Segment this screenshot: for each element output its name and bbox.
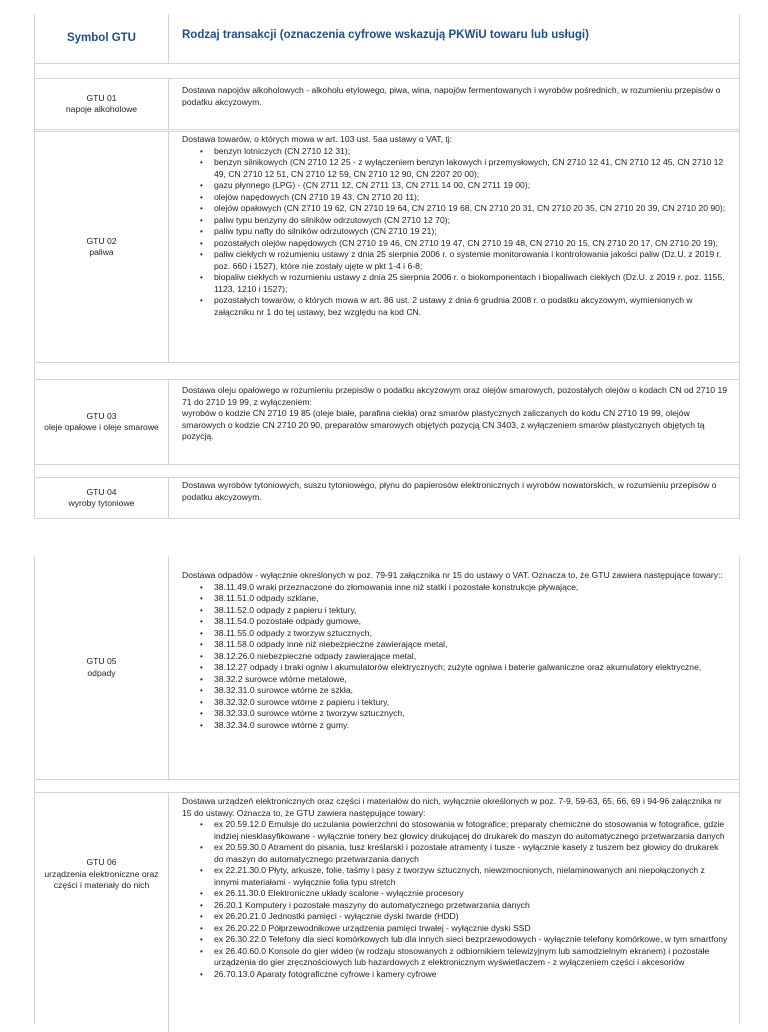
gtu-table-part-1 [34,14,740,519]
list-item: • 38.32.33.0 surowce wtórne z tworzyw sztucznych, [214,708,729,720]
gtu-description-text: Dostawa urządzeń elektronicznych oraz części i materiałów do nich, wyłącznie określonych w poz. 7-9, 59-63, 65, 66, 69 i 94-96 załącznika nr 15 do ustawy. Oznacza to, że GTU zawiera następujące towary: [182,796,722,818]
gtu-description [169,132,739,362]
table-row-gtu-03 [35,379,739,465]
list-item: • 38.12.26.0 niebezpieczne odpady zawierające metal, [214,651,729,663]
gtu-code-cell [35,556,169,779]
gtu-code-cell [35,793,169,1032]
list-item: • 38.11.58.0 odpady inne niż niebezpieczne zawierające metal, [214,639,729,651]
gtu-code: GTU 01 [86,92,117,103]
list-item: • ex 26.30.22.0 Telefony dla sieci komórkowych lub dla innych sieci bezprzewodowych - wyłącznie telefony komórkowe, w tym smartfony [214,934,729,946]
gtu-description [169,79,739,129]
gtu-description-text-2: wyrobów o kodzie CN 2710 19 85 (oleje białe, parafina ciekła) oraz smarów plastycznych zaliczanych do kodu CN 2710 19 99, olejów smarowych o kodzie CN 2710 20 90, preparatów smarowych objętych pozycją CN 3403, z wyłączeniem smarów plastycznych objętych tą pozycją. [182,408,705,441]
list-item: • 38.12.27 odpady i braki ogniw i akumulatorów elektrycznych; zużyte ogniwa i baterie galwaniczne oraz akumulatory elektryczne, [214,662,729,674]
gtu-code-cell [35,478,169,518]
list-item: • ex 20.59.30.0 Atrament do pisania, tusz kreślarski i pozostałe atramenty i tusze - wyłącznie kasety z tuszem bez głowicy do drukarek do maszyn do automatycznego przetwarzania danych [214,842,729,865]
list-item: • olejów opałowych (CN 2710 19 62, CN 2710 19 64, CN 2710 19 68, CN 2710 20 31, CN 2710 20 35, CN 2710 20 39, CN 2710 20 90); [214,203,729,215]
header-symbol-gtu: Symbol GTU [35,14,169,63]
gtu-description-text: Dostawa towarów, o których mowa w art. 103 ust. 5aa ustawy o VAT, tj: [182,134,453,144]
list-item: • ex 26.20.21.0 Jednostki pamięci - wyłącznie dyski twarde (HDD) [214,911,729,923]
gtu-code: GTU 05 [86,656,117,666]
gtu-item-list [182,146,729,319]
list-item: • 38.11.55.0 odpady z tworzyw sztucznych, [214,628,729,640]
header-transaction-type: Rodzaj transakcji (oznaczenia cyfrowe wskazują PKWiU towaru lub usługi) [182,29,589,41]
gtu-description-text: Dostawa odpadów - wyłącznie określonych w poz. 79-91 załącznika nr 15 do ustawy o VAT. Oznacza to, że GTU zawiera następujące towary:: [182,570,723,580]
gtu-code: GTU 06 [86,857,117,867]
gtu-code-cell [35,79,169,129]
list-item: • 26.70.13.0 Aparaty fotograficzne cyfrowe i kamery cyfrowe [214,969,729,981]
gtu-description [169,556,739,779]
gtu-name: wyroby tytoniowe [68,498,135,508]
list-item: • olejów napędowych (CN 2710 19 43, CN 2710 20 11); [214,192,729,204]
gtu-code: GTU 02 [86,235,117,246]
list-item: • gazu płynnego (LPG) - (CN 2711 12, CN 2711 13, CN 2711 14 00, CN 2711 19 00); [214,180,729,192]
gtu-name: napoje alkoholowe [65,104,138,114]
gtu-name: paliwa [89,247,114,257]
list-item: • 26.20.1 Komputery i pozostałe maszyny do automatycznego przetwarzania danych [214,900,729,912]
table-row-gtu-04 [35,477,739,519]
list-item: • 38.11.49.0 wraki przeznaczone do złomowania inne niż statki i pozostałe konstrukcje pływające, [214,582,729,594]
table-row-gtu-01 [35,78,739,130]
gtu-description [169,380,739,464]
list-item: • ex 26.20.22.0 Półprzewodnikowe urządzenia pamięci trwałej - wyłącznie dyski SSD [214,923,729,935]
gtu-description-text: Dostawa napojów alkoholowych - alkoholu etylowego, piwa, wina, napojów fermentowanych i wyrobów pośrednich, w rozumieniu przepisów o podatku akcyzowym. [182,85,721,107]
table-row-gtu-06 [35,792,739,1032]
gtu-name: urządzenia elektroniczne oraz części i materiały do nich [44,868,159,890]
table-row-gtu-05 [35,556,739,780]
list-item: • 38.11.54.0 pozostałe odpady gumowe, [214,616,729,628]
list-item: • 38.11.52.0 odpady z papieru i tektury, [214,605,729,617]
gtu-description-text: Dostawa wyrobów tytoniowych, suszu tytoniowego, płynu do papierosów elektronicznych i wyrobów nowatorskich, w rozumieniu przepisów o podatku akcyzowym. [182,480,717,502]
list-item: • paliw typu benzyny do silników odrzutowych (CN 2710 12 70); [214,215,729,227]
list-item: • pozostałych olejów napędowych (CN 2710 19 46, CN 2710 19 47, CN 2710 19 48, CN 2710 20 15, CN 2710 20 17, CN 2710 20 19); [214,238,729,250]
list-item: • paliw typu nafty do silników odrzutowych (CN 2710 19 21); [214,226,729,238]
list-item: • ex 26.40.60.0 Konsole do gier wideo (w rodzaju stosowanych z odbiornikiem telewizyjnym lub samodzielnym ekranem) i pozostałe urządzenia do gier zręcznościowych lub hazardowych z elektronicznym wyświetlaczem - z wyłączeniem części i akcesoriów [214,946,729,969]
table-header-row [35,14,739,64]
list-item: • benzyn silnikowych (CN 2710 12 25 - z wyłączeniem benzyn lakowych i przemysłowych, CN 2710 12 41, CN 2710 12 45, CN 2710 12 49, CN 2710 12 51, CN 2710 12 59, CN 2710 12 90, CN 2207 20 00); [214,157,729,180]
gtu-code-cell [35,132,169,362]
list-item: • 38.32.32.0 surowce wtórne z papieru i tektury, [214,697,729,709]
gtu-table-part-2 [34,556,740,1024]
list-item: • ex 22.21.30.0 Płyty, arkusze, folie, taśmy i pasy z tworzyw sztucznych, niewzmocnionych, nielaminowanych ani niepołączonych z innymi materiałami - wyłącznie folia typu stretch [214,865,729,888]
gtu-description [169,478,739,518]
gtu-code: GTU 04 [86,486,117,497]
table-row-gtu-02 [35,131,739,363]
gtu-name: oleje opałowe i oleje smarowe [44,422,159,432]
gtu-description [169,793,739,1032]
gtu-item-list [182,819,729,980]
gtu-description-text: Dostawa oleju opałowego w rozumieniu przepisów o podatku akcyzowym oraz olejów smarowych, pozostałych olejów o kodach CN od 2710 19 71 do 2710 19 99, z wyłączeniem: [182,385,728,407]
list-item: • 38.32.34.0 surowce wtórne z gumy. [214,720,729,732]
list-item: • ex 26.11.30.0 Elektroniczne układy scalone - wyłącznie procesory [214,888,729,900]
list-item: • 38.11.51.0 odpady szklane, [214,593,729,605]
gtu-item-list [182,582,729,732]
list-item: • 38.32.2 surowce wtórne metalowe, [214,674,729,686]
gtu-code: GTU 03 [86,410,117,421]
list-item: • ex 20.59.12.0 Emulsje do uczulania powierzchni do stosowania w fotografice; preparaty chemiczne do stosowania w fotografice, gdzie indziej niesklasyfikowane - wyłącznie tonery bez głowicy drukującej do drukarek do maszyn do automatycznego przetwarzania danych [214,819,729,842]
list-item: • pozostałych towarów, o których mowa w art. 86 ust. 2 ustawy z dnia 6 grudnia 2008 r. o podatku akcyzowym, wymienionych w załączniku nr 1 do tej ustawy, bez względu na kod CN. [214,295,729,318]
gtu-name: odpady [87,667,116,678]
gtu-code-cell [35,380,169,464]
list-item: • biopaliw ciekłych w rozumieniu ustawy z dnia 25 sierpnia 2006 r. o biokomponentach i biopaliwach ciekłych (Dz.U. z 2019 r. poz. 1155, 1123, 1210 i 1527); [214,272,729,295]
list-item: • 38.32.31.0 surowce wtórne ze szkła, [214,685,729,697]
list-item: • benzyn lotniczych (CN 2710 12 31); [214,146,729,158]
list-item: • paliw ciekłych w rozumieniu ustawy z dnia 25 sierpnia 2006 r. o systemie monitorowania i kontrolowania jakości paliw (Dz.U. z 2019 r. poz. 660 i 1527), które nie zostały ujęte w pkt 1-4 i 6-8; [214,249,729,272]
